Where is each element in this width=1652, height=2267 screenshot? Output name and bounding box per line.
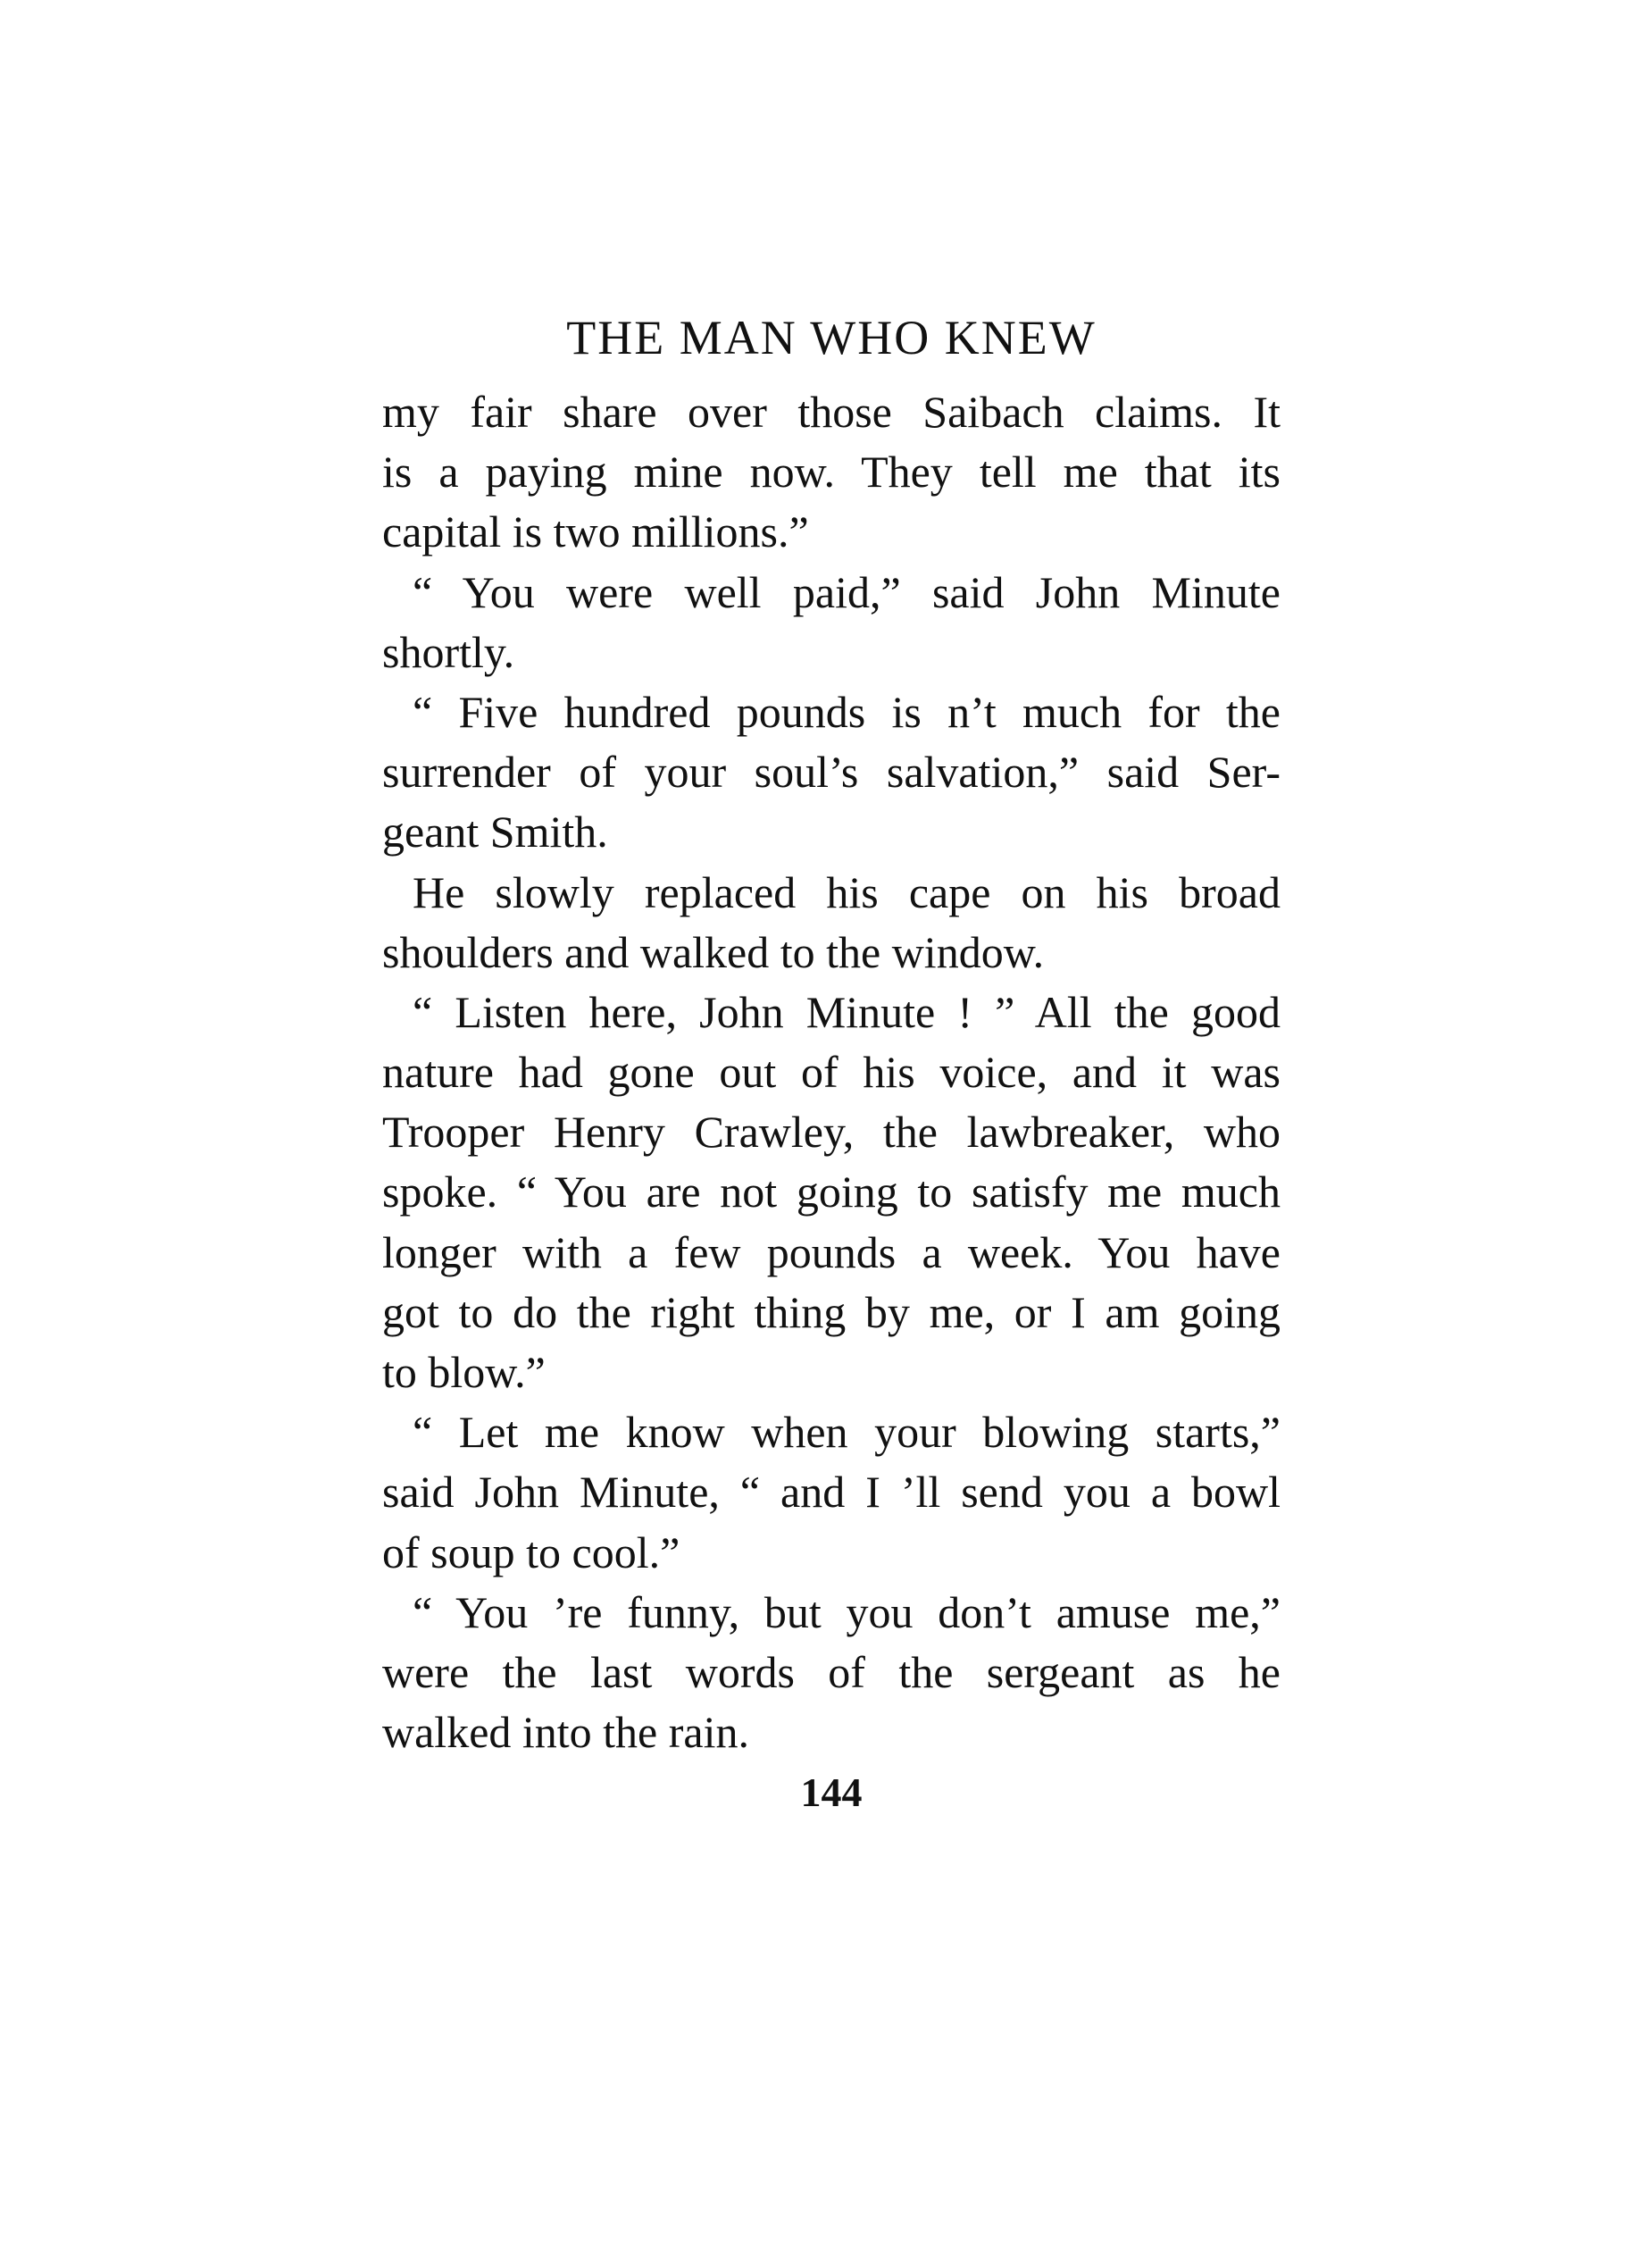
text-line: said John Minute, “ and I ’ll send you a bowl [382,1467,1281,1518]
text-line: “ Listen here, John Minute ! ” All the good [413,986,1281,1037]
text-line: geant Smith. [382,807,608,857]
text-line: were the last words of the sergeant as he [382,1646,1281,1697]
text-line: of soup to cool.” [382,1527,680,1577]
text-line: shoulders and walked to the window. [382,926,1045,977]
text-line: to blow.” [382,1347,546,1397]
text-line: capital is two millions.” [382,506,809,557]
text-line: shortly. [382,626,515,677]
text-line: walked into the rain. [382,1707,749,1758]
text-line: “ You ’re funny, but you don’t amuse me,” [413,1586,1281,1637]
text-line: “ You were well paid,” said John Minute [413,566,1281,617]
body-text [382,382,1281,1762]
text-line: surrender of your soul’s salvation,” said Ser- [382,747,1281,798]
text-line: is a paying mine now. They tell me that its [382,447,1281,498]
running-head: THE MAN WHO KNEW [566,311,1097,364]
text-line: nature had gone out of his voice, and it was [382,1047,1281,1098]
text-line: Trooper Henry Crawley, the lawbreaker, who [382,1107,1281,1158]
text-line: longer with a few pounds a week. You have [382,1226,1281,1277]
text-line: “ Five hundred pounds is n’t much for the [413,686,1281,737]
text-line: “ Let me know when your blowing starts,” [413,1407,1281,1458]
text-line: got to do the right thing by me, or I am going [382,1286,1281,1337]
text-line: my fair share over those Saibach claims. It [382,387,1281,437]
text-line: He slowly replaced his cape on his broad [413,866,1281,917]
text-line: spoke. “ You are not going to satisfy me much [382,1167,1281,1217]
page-number: 144 [800,1769,863,1815]
